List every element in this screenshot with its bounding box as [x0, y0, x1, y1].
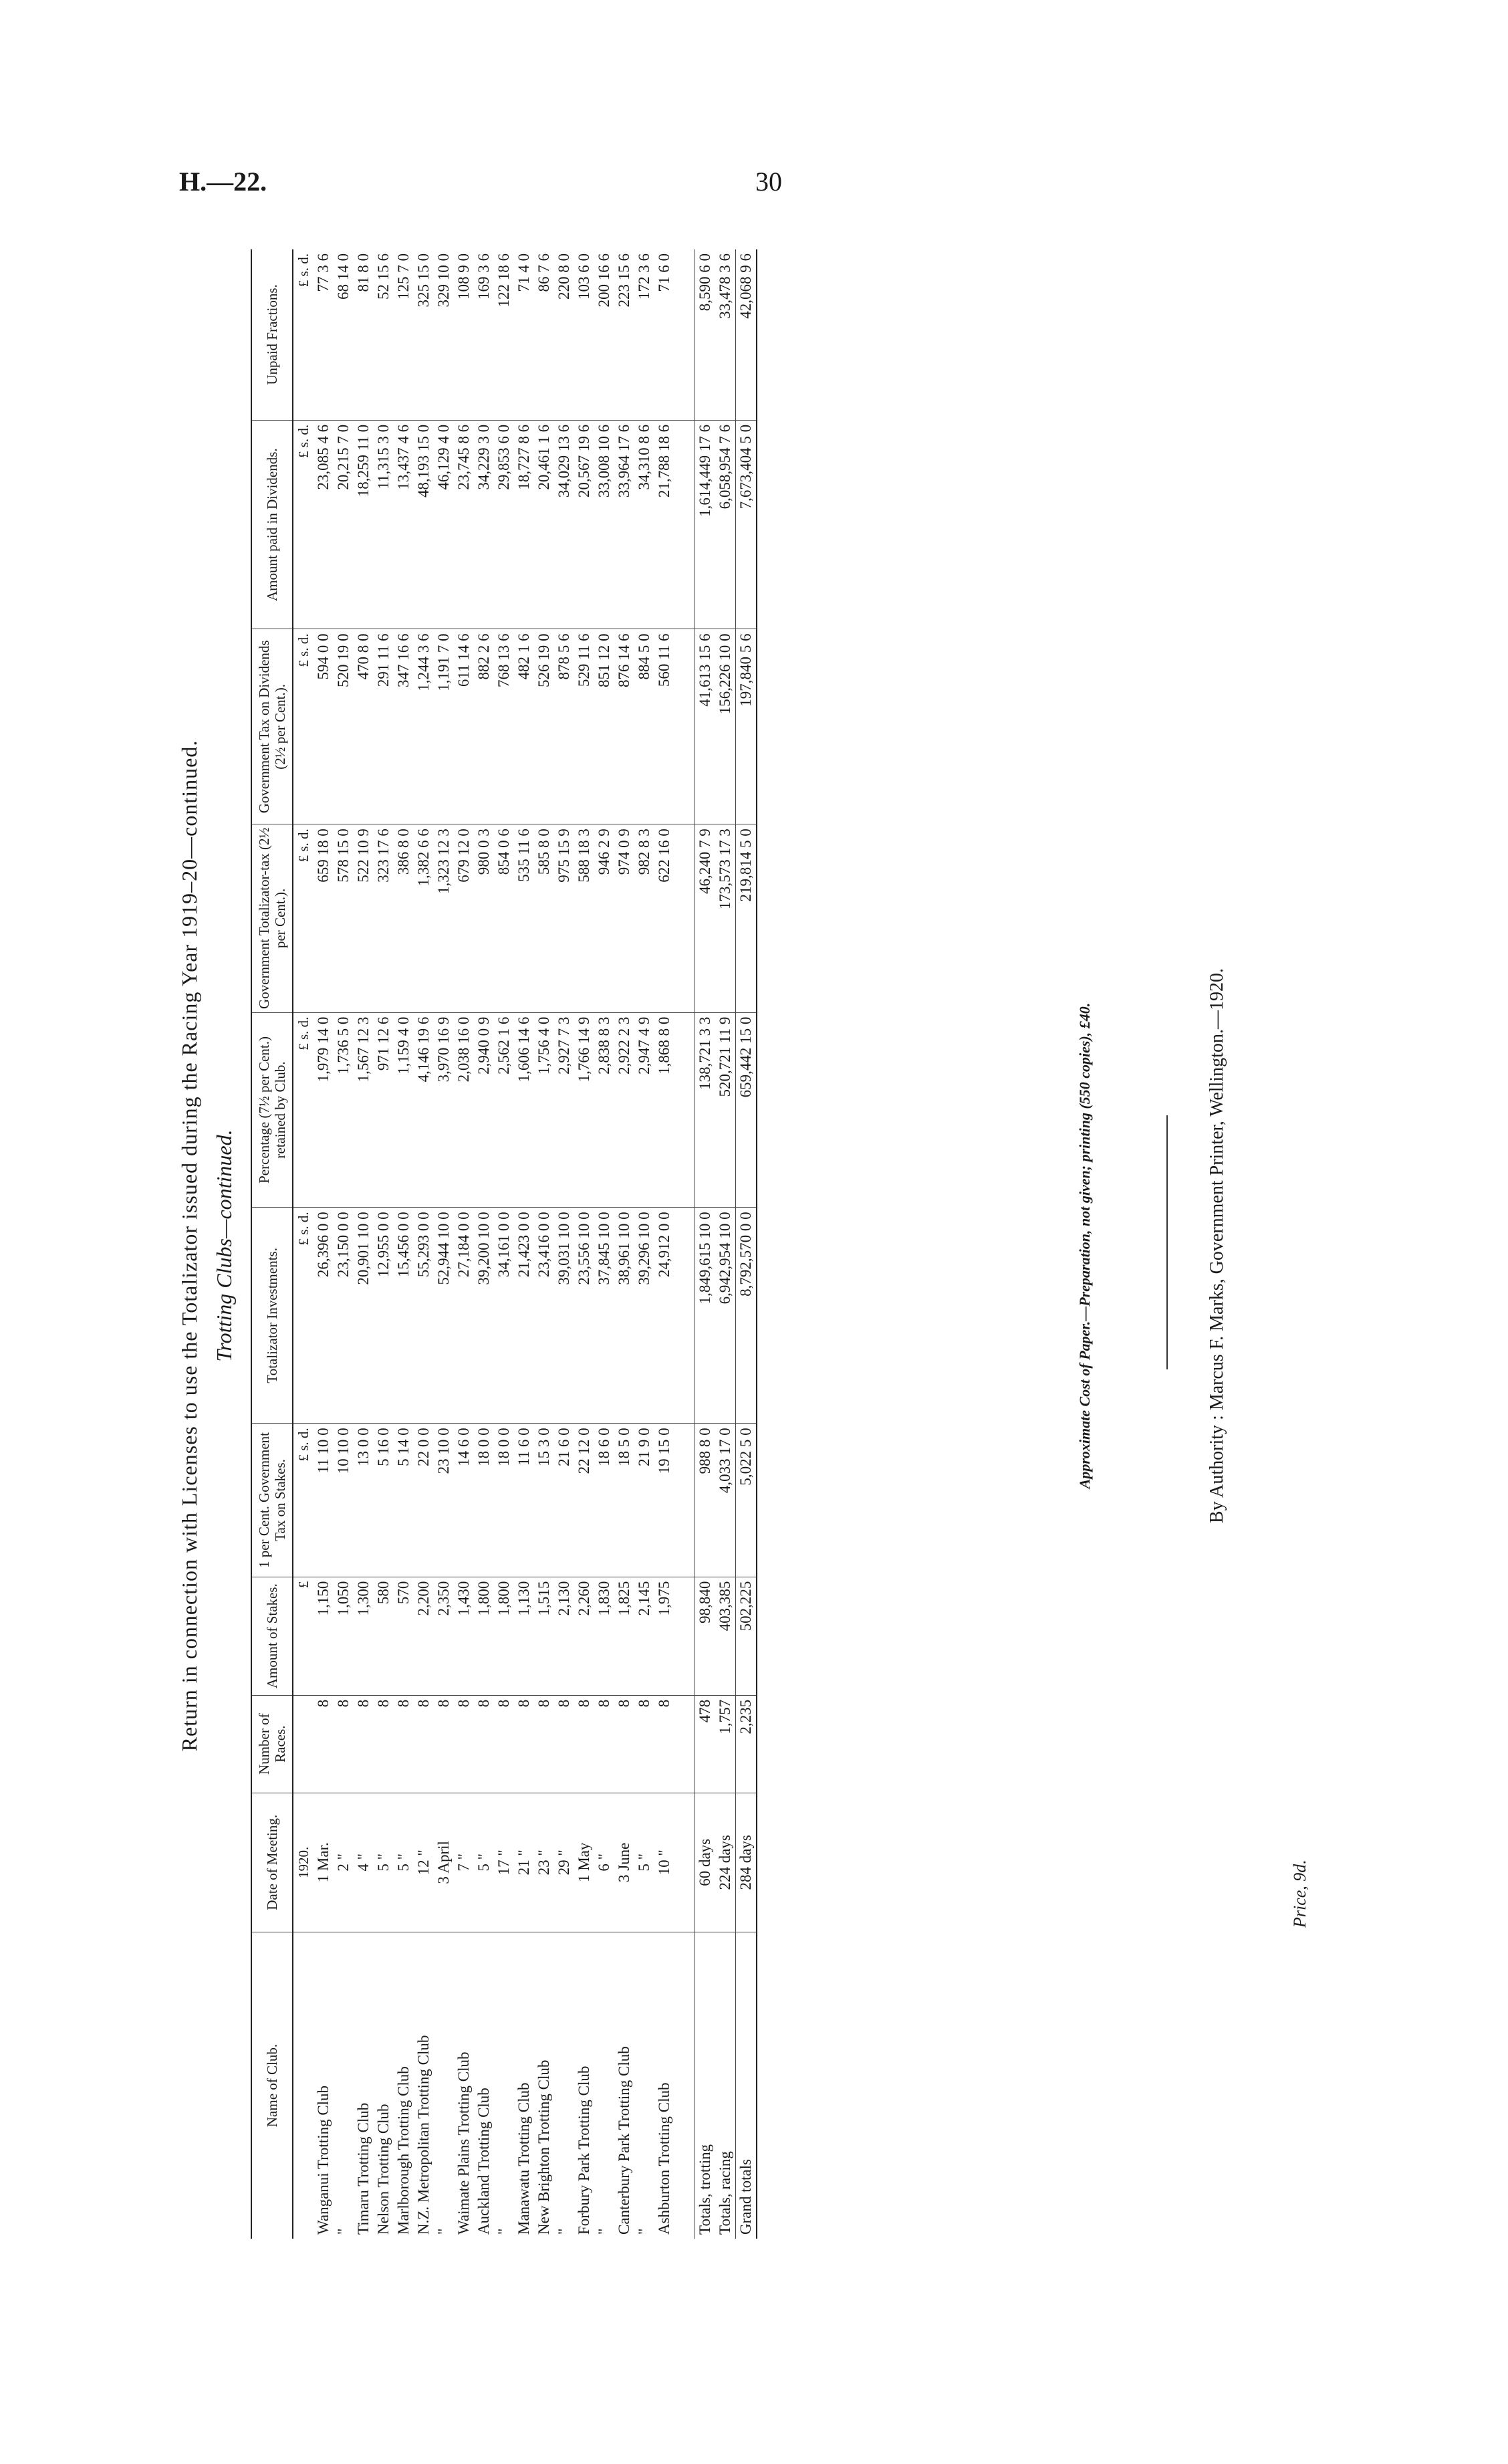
cell-races: 8 [454, 1695, 474, 1793]
cell-pct: 2,947 4 9 [634, 1012, 654, 1208]
cell-tax: 13 0 0 [354, 1424, 374, 1577]
cell-divtax: 876 14 6 [614, 629, 634, 824]
cell-tottax: 1,382 6 6 [414, 824, 434, 1012]
cell-tax: 5 16 0 [374, 1424, 394, 1577]
cell-date: 17 " [494, 1793, 514, 1932]
cell-races: 8 [414, 1695, 434, 1793]
cell-tax: 18 0 0 [474, 1424, 494, 1577]
cell-date: 60 days [695, 1793, 716, 1932]
cell-divtax: 526 19 0 [534, 629, 554, 824]
cell-tax: 11 10 0 [313, 1424, 334, 1577]
spacer-cell [674, 1208, 695, 1424]
col-header-percentage: Percentage (7½ per Cent.) retained by Club. [251, 1012, 293, 1208]
cell-stakes: 1,515 [534, 1577, 554, 1695]
cell-pct: 2,940 0 9 [474, 1012, 494, 1208]
table-row [313, 249, 334, 2239]
cell-date: 29 " [554, 1793, 574, 1932]
cell-stakes: 580 [374, 1577, 394, 1695]
cell-frac: 169 3 6 [474, 249, 494, 420]
cell-tottax: 323 17 6 [374, 824, 394, 1012]
unit-cell: £ s. d. [293, 824, 313, 1012]
cell-frac: 52 15 6 [374, 249, 394, 420]
cell-club: " [495, 2228, 513, 2235]
cell-frac: 329 10 0 [434, 249, 454, 420]
cost-note: Approximate Cost of Paper.—Preparation, not given; printing (550 copies), £40. [1076, 1002, 1093, 1489]
cell-invest: 39,200 10 0 [474, 1208, 494, 1424]
cell-date: 224 days [715, 1793, 736, 1932]
page-number: 30 [755, 166, 782, 197]
unit-cell: £ s. d. [293, 1424, 313, 1577]
cell-divtax: 1,244 3 6 [414, 629, 434, 824]
cell-stakes: 1,800 [494, 1577, 514, 1695]
cell-invest: 39,296 10 0 [634, 1208, 654, 1424]
cell-date: 1 Mar. [313, 1793, 334, 1932]
cell-divtax: 1,191 7 0 [434, 629, 454, 824]
cell-stakes: 2,130 [554, 1577, 574, 1695]
cell-stakes: 1,150 [313, 1577, 334, 1695]
cell-date: 284 days [736, 1793, 757, 1932]
cell-tottax: 46,240 7 9 [695, 824, 716, 1012]
table-row [454, 249, 474, 2239]
cell-pct: 1,606 14 6 [514, 1012, 534, 1208]
cell-stakes: 1,975 [654, 1577, 674, 1695]
cell-invest: 23,416 0 0 [534, 1208, 554, 1424]
cell-races: 8 [334, 1695, 354, 1793]
cell-div: 6,058,954 7 6 [715, 420, 736, 629]
cell-tottax: 659 18 0 [313, 824, 334, 1012]
cell-frac: 172 3 6 [634, 249, 654, 420]
cell-invest: 6,942,954 10 0 [715, 1208, 736, 1424]
cell-club: " [596, 2228, 613, 2235]
cell-tottax: 585 8 0 [534, 824, 554, 1012]
unit-cell [293, 1695, 313, 1793]
table-row [534, 249, 554, 2239]
cell-div: 34,229 3 0 [474, 420, 494, 629]
cell-stakes: 570 [394, 1577, 414, 1695]
cell-divtax: 611 14 6 [454, 629, 474, 824]
table-row [594, 249, 614, 2239]
cell-div: 18,727 8 6 [514, 420, 534, 629]
col-header-stakes: Amount of Stakes. [251, 1577, 293, 1695]
cell-tax: 5 14 0 [394, 1424, 414, 1577]
unit-cell: £ s. d. [293, 1012, 313, 1208]
cell-div: 34,029 13 6 [554, 420, 574, 629]
cell-pct: 971 12 6 [374, 1012, 394, 1208]
cell-stakes: 403,385 [715, 1577, 736, 1695]
cell-divtax: 768 13 6 [494, 629, 514, 824]
spacer-cell [674, 1793, 695, 1932]
spacer-cell [674, 1932, 695, 2239]
cell-races: 2,235 [736, 1695, 757, 1793]
cell-races: 8 [574, 1695, 594, 1793]
cell-stakes: 1,050 [334, 1577, 354, 1695]
cell-tottax: 679 12 0 [454, 824, 474, 1012]
table-row [354, 249, 374, 2239]
cell-tax: 21 6 0 [554, 1424, 574, 1577]
cell-tax: 988 8 0 [695, 1424, 716, 1577]
cell-stakes: 1,300 [354, 1577, 374, 1695]
cell-pct: 2,562 1 6 [494, 1012, 514, 1208]
unit-cell: £ s. d. [293, 1208, 313, 1424]
cell-club: Forbury Park Trotting Club [576, 2065, 593, 2235]
cell-pct: 520,721 11 9 [715, 1012, 736, 1208]
cell-div: 7,673,404 5 0 [736, 420, 757, 629]
cell-divtax: 470 8 0 [354, 629, 374, 824]
cell-divtax: 878 5 6 [554, 629, 574, 824]
cell-pct: 2,922 2 3 [614, 1012, 634, 1208]
cell-div: 23,085 4 6 [313, 420, 334, 629]
cell-date: 21 " [514, 1793, 534, 1932]
cell-date: 23 " [534, 1793, 554, 1932]
cell-tottax: 982 8 3 [634, 824, 654, 1012]
cell-div: 33,964 17 6 [614, 420, 634, 629]
cell-divtax: 197,840 5 6 [736, 629, 757, 824]
cell-races: 8 [554, 1695, 574, 1793]
spacer-cell [674, 629, 695, 824]
cell-invest: 20,901 10 0 [354, 1208, 374, 1424]
cell-tottax: 578 15 0 [334, 824, 354, 1012]
cell-div: 23,745 8 6 [454, 420, 474, 629]
cell-div: 21,788 18 6 [654, 420, 674, 629]
cell-club: " [435, 2228, 453, 2235]
cell-pct: 1,159 4 0 [394, 1012, 414, 1208]
cell-stakes: 98,840 [695, 1577, 716, 1695]
cell-invest: 38,961 10 0 [614, 1208, 634, 1424]
col-header-club: Name of Club. [251, 1932, 293, 2239]
table-title: Return in connection with Licenses to use the Totalizator issued during the Racing Year 1919–20—continued. [177, 740, 201, 1752]
cell-invest: 23,150 0 0 [334, 1208, 354, 1424]
cell-invest: 12,955 0 0 [374, 1208, 394, 1424]
spacer-row [674, 249, 695, 2239]
cell-tax: 22 12 0 [574, 1424, 594, 1577]
rotated-page-content [177, 246, 1400, 2245]
table-body [293, 249, 757, 2239]
cell-divtax: 156,226 10 0 [715, 629, 736, 824]
cell-frac: 68 14 0 [334, 249, 354, 420]
cell-races: 1,757 [715, 1695, 736, 1793]
cell-club: Auckland Trotting Club [475, 2088, 493, 2235]
cell-club: " [555, 2228, 573, 2235]
cell-club: Canterbury Park Trotting Club [616, 2046, 633, 2235]
cell-invest: 27,184 0 0 [454, 1208, 474, 1424]
cell-tax: 11 6 0 [514, 1424, 534, 1577]
cell-tax: 14 6 0 [454, 1424, 474, 1577]
spacer-cell [674, 1577, 695, 1695]
cell-date: 3 April [434, 1793, 454, 1932]
cell-tottax: 173,573 17 3 [715, 824, 736, 1012]
cell-div: 20,215 7 0 [334, 420, 354, 629]
cell-tax: 18 6 0 [594, 1424, 614, 1577]
cell-invest: 37,845 10 0 [594, 1208, 614, 1424]
cell-divtax: 347 16 6 [394, 629, 414, 824]
cell-club: Grand totals [736, 1932, 757, 2239]
cell-div: 46,129 4 0 [434, 420, 454, 629]
unit-cell [293, 1932, 313, 2239]
totals-row [715, 249, 736, 2239]
cell-div: 20,567 19 6 [574, 420, 594, 629]
cell-stakes: 1,800 [474, 1577, 494, 1695]
cell-frac: 42,068 9 6 [736, 249, 757, 420]
table-row [434, 249, 454, 2239]
table-row [474, 249, 494, 2239]
cell-divtax: 41,613 15 6 [695, 629, 716, 824]
cell-invest: 39,031 10 0 [554, 1208, 574, 1424]
cell-pct: 1,868 8 0 [654, 1012, 674, 1208]
cell-divtax: 560 11 6 [654, 629, 674, 824]
table-row [574, 249, 594, 2239]
cell-pct: 2,838 8 3 [594, 1012, 614, 1208]
cell-tottax: 386 8 0 [394, 824, 414, 1012]
cell-stakes: 1,830 [594, 1577, 614, 1695]
cell-date: 5 " [394, 1793, 414, 1932]
spacer-cell [674, 1012, 695, 1208]
cell-invest: 1,849,615 10 0 [695, 1208, 716, 1424]
printer-authority: By Authority : Marcus F. Marks, Government Printer, Wellington.—1920. [1207, 968, 1227, 1523]
cell-tax: 21 9 0 [634, 1424, 654, 1577]
table-subtitle: Trotting Clubs—continued. [212, 1129, 236, 1362]
cell-races: 8 [514, 1695, 534, 1793]
col-header-dividends: Amount paid in Dividends. [251, 420, 293, 629]
cell-frac: 86 7 6 [534, 249, 554, 420]
cell-frac: 125 7 0 [394, 249, 414, 420]
cell-divtax: 520 19 0 [334, 629, 354, 824]
spacer-cell [674, 420, 695, 629]
cell-club: Totals, racing [717, 2151, 734, 2235]
cell-club: Nelson Trotting Club [375, 2104, 392, 2235]
cell-tax: 18 5 0 [614, 1424, 634, 1577]
cell-club: N.Z. Metropolitan Trotting Club [415, 2035, 432, 2235]
cell-stakes: 1,430 [454, 1577, 474, 1695]
cell-tax: 23 10 0 [434, 1424, 454, 1577]
cell-races: 8 [494, 1695, 514, 1793]
cell-date: 4 " [354, 1793, 374, 1932]
cell-frac: 8,590 6 0 [695, 249, 716, 420]
cell-pct: 138,721 3 3 [695, 1012, 716, 1208]
cell-invest: 23,556 10 0 [574, 1208, 594, 1424]
cell-invest: 8,792,570 0 0 [736, 1208, 757, 1424]
table-row [414, 249, 434, 2239]
cell-stakes: 1,825 [614, 1577, 634, 1695]
table-row [394, 249, 414, 2239]
cell-frac: 108 9 0 [454, 249, 474, 420]
cell-frac: 81 8 0 [354, 249, 374, 420]
spacer-cell [674, 1695, 695, 1793]
cell-date: 2 " [334, 1793, 354, 1932]
cell-date: 7 " [454, 1793, 474, 1932]
table-row [514, 249, 534, 2239]
table-row [554, 249, 574, 2239]
cell-divtax: 482 1 6 [514, 629, 534, 824]
cell-tottax: 588 18 3 [574, 824, 594, 1012]
spacer-cell [674, 824, 695, 1012]
cell-div: 20,461 1 6 [534, 420, 554, 629]
unit-cell: £ [293, 1577, 313, 1695]
cell-club: Ashburton Trotting Club [656, 2082, 673, 2235]
spacer-cell [674, 1424, 695, 1577]
cell-pct: 1,567 12 3 [354, 1012, 374, 1208]
cell-pct: 2,927 7 3 [554, 1012, 574, 1208]
cell-tottax: 974 0 9 [614, 824, 634, 1012]
unit-cell: £ s. d. [293, 249, 313, 420]
table-row [614, 249, 634, 2239]
cell-invest: 15,456 0 0 [394, 1208, 414, 1424]
cell-divtax: 884 5 0 [634, 629, 654, 824]
cell-tottax: 946 2 9 [594, 824, 614, 1012]
cell-pct: 1,979 14 0 [313, 1012, 334, 1208]
cell-tax: 19 15 0 [654, 1424, 674, 1577]
cell-races: 8 [474, 1695, 494, 1793]
cell-stakes: 1,130 [514, 1577, 534, 1695]
cell-tax: 18 0 0 [494, 1424, 514, 1577]
cell-club: Manawatu Trotting Club [515, 2082, 533, 2235]
cell-pct: 659,442 15 0 [736, 1012, 757, 1208]
cell-tax: 10 10 0 [334, 1424, 354, 1577]
spacer-cell [674, 249, 695, 420]
cell-races: 8 [313, 1695, 334, 1793]
cell-frac: 122 18 6 [494, 249, 514, 420]
cell-pct: 1,756 4 0 [534, 1012, 554, 1208]
table-row [654, 249, 674, 2239]
cell-div: 1,614,449 17 6 [695, 420, 716, 629]
cell-divtax: 529 11 6 [574, 629, 594, 824]
cell-races: 8 [534, 1695, 554, 1793]
col-header-dividend-tax: Government Tax on Dividends (2½ per Cent.). [251, 629, 293, 824]
cell-tottax: 522 10 9 [354, 824, 374, 1012]
table-row [634, 249, 654, 2239]
cell-div: 13,437 4 6 [394, 420, 414, 629]
cell-date: 3 June [614, 1793, 634, 1932]
cell-frac: 223 15 6 [614, 249, 634, 420]
cell-club: Wanganui Trotting Club [315, 2085, 332, 2235]
cell-pct: 1,766 14 9 [574, 1012, 594, 1208]
cell-frac: 103 6 0 [574, 249, 594, 420]
grand-totals-row [736, 249, 757, 2239]
cell-date: 1 May [574, 1793, 594, 1932]
col-header-investments: Totalizator Investments. [251, 1208, 293, 1424]
cell-date: 5 " [474, 1793, 494, 1932]
cell-stakes: 2,200 [414, 1577, 434, 1695]
cell-pct: 1,736 5 0 [334, 1012, 354, 1208]
cell-tottax: 975 15 9 [554, 824, 574, 1012]
cell-frac: 200 16 6 [594, 249, 614, 420]
cell-pct: 3,970 16 9 [434, 1012, 454, 1208]
cell-races: 8 [654, 1695, 674, 1793]
cell-stakes: 2,145 [634, 1577, 654, 1695]
cell-frac: 71 4 0 [514, 249, 534, 420]
cell-races: 8 [394, 1695, 414, 1793]
paper-reference: H.—22. [179, 166, 267, 197]
cell-races: 8 [434, 1695, 454, 1793]
col-header-fractions: Unpaid Fractions. [251, 249, 293, 420]
cell-frac: 220 8 0 [554, 249, 574, 420]
cell-races: 8 [614, 1695, 634, 1793]
cell-divtax: 882 2 6 [474, 629, 494, 824]
cell-invest: 55,293 0 0 [414, 1208, 434, 1424]
cell-tottax: 854 0 6 [494, 824, 514, 1012]
cell-races: 478 [695, 1695, 716, 1793]
cell-club: Totals, trotting [695, 1932, 716, 2239]
cell-div: 29,853 6 0 [494, 420, 514, 629]
cell-pct: 2,038 16 0 [454, 1012, 474, 1208]
cell-invest: 34,161 0 0 [494, 1208, 514, 1424]
cell-club: Timaru Trotting Club [355, 2102, 372, 2235]
cell-club: Marlborough Trotting Club [395, 2066, 412, 2235]
cell-div: 33,008 10 6 [594, 420, 614, 629]
cell-races: 8 [594, 1695, 614, 1793]
cell-club: " [636, 2228, 653, 2235]
units-row [293, 249, 313, 2239]
cell-frac: 71 6 0 [654, 249, 674, 420]
cell-date: 10 " [654, 1793, 674, 1932]
cell-div: 48,193 15 0 [414, 420, 434, 629]
cell-tax: 5,022 5 0 [736, 1424, 757, 1577]
cell-div: 34,310 8 6 [634, 420, 654, 629]
cell-club: New Brighton Trotting Club [535, 2059, 553, 2235]
price-note: Price, 9d. [1290, 1860, 1309, 1928]
cell-tottax: 1,323 12 3 [434, 824, 454, 1012]
cell-invest: 24,912 0 0 [654, 1208, 674, 1424]
cell-pct: 4,146 19 6 [414, 1012, 434, 1208]
col-header-date: Date of Meeting. [251, 1793, 293, 1932]
cell-stakes: 2,260 [574, 1577, 594, 1695]
col-header-totalizator-tax: Government Totalizator-tax (2½ per Cent.). [251, 824, 293, 1012]
cell-date: 12 " [414, 1793, 434, 1932]
unit-cell: £ s. d. [293, 629, 313, 824]
cell-date: 6 " [594, 1793, 614, 1932]
cell-club: " [335, 2228, 352, 2235]
cell-tottax: 219,814 5 0 [736, 824, 757, 1012]
cell-races: 8 [354, 1695, 374, 1793]
cell-club: Waimate Plains Trotting Club [455, 2051, 473, 2235]
cell-invest: 26,396 0 0 [313, 1208, 334, 1424]
col-header-stakes-tax: 1 per Cent. Government Tax on Stakes. [251, 1424, 293, 1577]
unit-cell: £ s. d. [293, 420, 313, 629]
cell-divtax: 291 11 6 [374, 629, 394, 824]
cell-frac: 77 3 6 [313, 249, 334, 420]
cell-invest: 21,423 0 0 [514, 1208, 534, 1424]
cell-div: 11,315 3 0 [374, 420, 394, 629]
cell-date: 5 " [634, 1793, 654, 1932]
cell-races: 8 [374, 1695, 394, 1793]
col-header-races: Number of Races. [251, 1695, 293, 1793]
table-row [334, 249, 354, 2239]
totalizator-return-table [251, 249, 757, 2239]
cell-date: 5 " [374, 1793, 394, 1932]
cell-stakes: 2,350 [434, 1577, 454, 1695]
cell-frac: 325 15 0 [414, 249, 434, 420]
cell-stakes: 502,225 [736, 1577, 757, 1695]
cell-frac: 33,478 3 6 [715, 249, 736, 420]
unit-cell: 1920. [293, 1793, 313, 1932]
header-row [251, 249, 293, 2239]
cell-tottax: 535 11 6 [514, 824, 534, 1012]
cell-tax: 4,033 17 0 [715, 1424, 736, 1577]
divider-rule [1166, 1115, 1168, 1369]
cell-divtax: 851 12 0 [594, 629, 614, 824]
cell-div: 18,259 11 0 [354, 420, 374, 629]
cell-tottax: 622 16 0 [654, 824, 674, 1012]
cell-tax: 15 3 0 [534, 1424, 554, 1577]
table-row [494, 249, 514, 2239]
cell-tottax: 980 0 3 [474, 824, 494, 1012]
cell-divtax: 594 0 0 [313, 629, 334, 824]
table-row [374, 249, 394, 2239]
cell-invest: 52,944 10 0 [434, 1208, 454, 1424]
cell-tax: 22 0 0 [414, 1424, 434, 1577]
totals-row [695, 249, 716, 2239]
cell-races: 8 [634, 1695, 654, 1793]
